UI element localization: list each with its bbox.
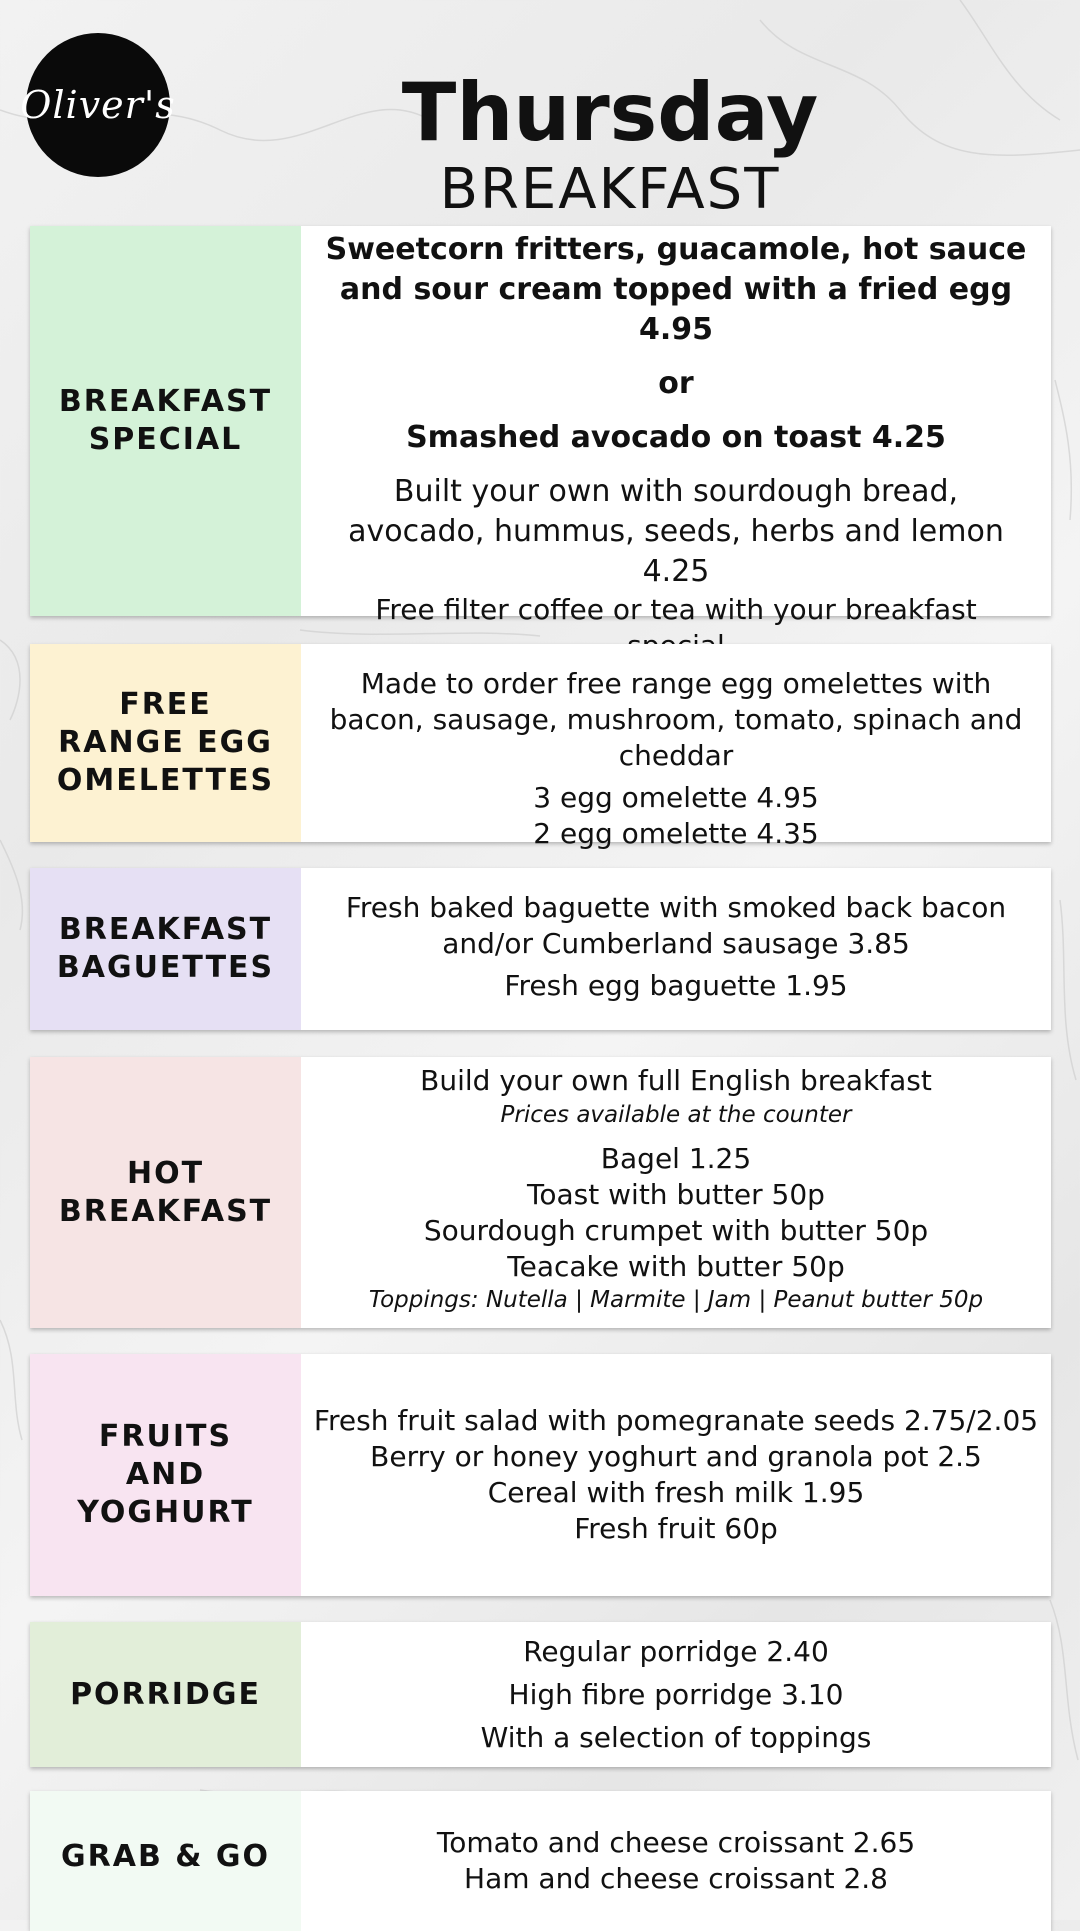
menu-item-yoghurt-pot: Berry or honey yoghurt and granola pot 2.5	[370, 1440, 982, 1473]
menu-item-fresh-fruit: Fresh fruit 60p	[574, 1512, 778, 1545]
menu-item-regular-porridge: Regular porridge 2.40	[523, 1635, 829, 1668]
menu-item-3-egg-omelette: 3 egg omelette 4.95	[533, 781, 819, 814]
section-content-baguettes	[301, 868, 1051, 1030]
section-grab-and-go	[30, 1791, 1051, 1931]
section-content-breakfast-special	[301, 226, 1051, 626]
section-label-fruits-yoghurt: FRUITS AND YOGHURT	[30, 1354, 301, 1596]
menu-or-separator: or	[658, 366, 694, 401]
menu-item-build-your-own: Built your own with sourdough bread, avocado, hummus, seeds, herbs and lemon 4.25	[348, 474, 1004, 589]
section-content-omelettes	[301, 644, 1051, 850]
section-label-breakfast-special: BREAKFAST SPECIAL	[30, 226, 301, 616]
prices-note: Prices available at the counter	[500, 1102, 852, 1128]
menu-item-teacake: Teacake with butter 50p	[507, 1250, 845, 1283]
page-subtitle: BREAKFAST	[439, 157, 781, 222]
menu-item-2-egg-omelette: 2 egg omelette 4.35	[533, 817, 819, 850]
menu-item-egg-baguette: Fresh egg baguette 1.95	[504, 969, 848, 1002]
special-offer-note: Free filter coffee or tea with your breakfast	[375, 593, 977, 626]
toppings-note: Toppings: Nutella | Marmite | Jam | Peanut butter 50p	[368, 1287, 984, 1313]
section-porridge	[30, 1622, 1051, 1767]
menu-item-sourdough-crumpet: Sourdough crumpet with butter 50p	[423, 1214, 929, 1247]
logo-text: Oliver's	[20, 83, 176, 127]
menu-item-sweetcorn-fritters: Sweetcorn fritters, guacamole, hot sauce and sour cream topped with a fried egg 4.95	[325, 232, 1027, 347]
section-label-grab-and-go: GRAB & GO	[30, 1791, 301, 1931]
section-content-grab-and-go	[301, 1791, 1051, 1931]
hot-breakfast-heading: Build your own full English breakfast	[420, 1064, 932, 1097]
menu-item-smashed-avocado: Smashed avocado on toast 4.25	[406, 420, 946, 455]
menu-item-high-fibre-porridge: High fibre porridge 3.10	[508, 1678, 844, 1711]
section-omelettes	[30, 644, 1051, 850]
section-hot-breakfast	[30, 1057, 1051, 1328]
section-label-porridge: PORRIDGE	[30, 1622, 301, 1767]
menu-item-ham-cheese-croissant: Ham and cheese croissant 2.8	[464, 1862, 888, 1895]
section-content-hot-breakfast	[301, 1057, 1051, 1328]
page-title: Thursday	[401, 66, 819, 159]
section-label-baguettes: BREAKFAST BAGUETTES	[30, 868, 301, 1030]
omelette-description: Made to order free range egg omelettes with bacon, sausage, mushroom, tomato, spinach and cheddar	[329, 667, 1023, 772]
section-baguettes	[30, 868, 1051, 1030]
section-content-fruits-yoghurt	[301, 1354, 1051, 1596]
menu-item-toast: Toast with butter 50p	[527, 1178, 825, 1211]
menu-item-tomato-cheese-croissant: Tomato and cheese croissant 2.65	[436, 1826, 916, 1859]
menu-item-bacon-sausage-baguette: Fresh baked baguette with smoked back bacon and/or Cumberland sausage 3.85	[345, 891, 1007, 960]
section-content-porridge	[301, 1622, 1051, 1767]
menu-item-porridge-toppings: With a selection of toppings	[480, 1721, 872, 1754]
section-fruits-yoghurt	[30, 1354, 1051, 1596]
section-breakfast-special	[30, 226, 1051, 626]
menu-item-cereal: Cereal with fresh milk 1.95	[487, 1476, 865, 1509]
menu-item-fruit-salad: Fresh fruit salad with pomegranate seeds 2.75/2.05	[313, 1404, 1039, 1437]
section-label-omelettes: FREE RANGE EGG OMELETTES	[30, 644, 301, 842]
menu-item-bagel: Bagel 1.25	[600, 1142, 752, 1175]
section-label-hot-breakfast: HOT BREAKFAST	[30, 1057, 301, 1328]
brand-logo	[20, 33, 176, 177]
